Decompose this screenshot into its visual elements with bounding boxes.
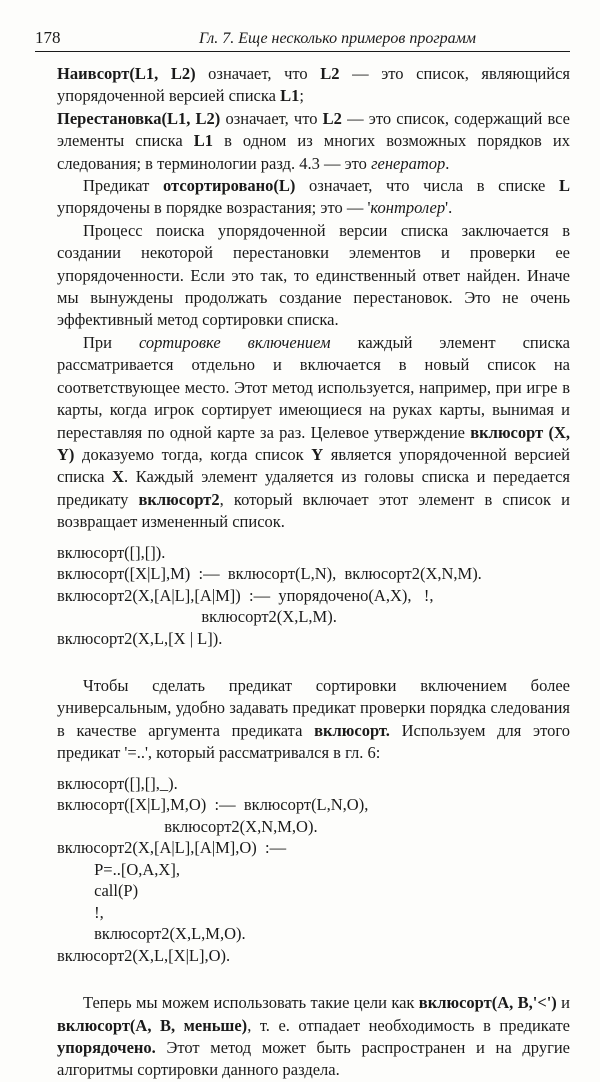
term-naivsort: Наивсорт(L1, L2) xyxy=(57,64,196,83)
code-line: вклюсорт2(X,[A|L],[A|M],O) :— xyxy=(57,838,287,858)
code-line: вклюсорт2(X,L,M). xyxy=(57,607,337,627)
page-header xyxy=(35,22,570,52)
code-line: !, xyxy=(57,902,104,922)
code-line: вклюсорт([X|L],M) :— вклюсорт(L,N), вклюсорт2(X,N,M). xyxy=(57,564,482,584)
paragraph-permutation: Перестановка(L1, L2) означает, что L2 — это список, содержащий все элементы списка L1 в одном из многих возможных порядков их следования; в терминологии разд. 4.3 — это генератор. xyxy=(57,108,570,173)
code-line: P=..[O,A,X], xyxy=(57,859,180,879)
code-line: вклюсорт2(X,L,[X | L]). xyxy=(57,628,223,648)
paragraph-conclusion: Теперь мы можем использовать такие цели как вклюсорт(А, В,'<') и вклюсорт(А, В, меньше), т. е. отпадает необходимость в предикате упорядочено. Этот метод может быть распространен и на другие алгоритмы сортировки данного раздела. xyxy=(57,993,570,1080)
page-number: 178 xyxy=(35,28,61,47)
code-line: вклюсорт2(X,[A|L],[A|M]) :— упорядочено(A,X), !, xyxy=(57,585,434,605)
code-line: вклюсорт2(X,N,M,O). xyxy=(57,816,318,836)
term-sorted: отсортировано(L) xyxy=(163,176,296,196)
code-block-universal-sort xyxy=(57,773,570,967)
term-permutation: Перестановка(L1, L2) xyxy=(57,108,221,128)
paragraph-naivsort: Наивсорт(L1, L2) означает, что L2 — это список, являющийся упорядоченной версией списка L1; xyxy=(57,64,571,106)
code-line: вклюсорт2(X,L,[X|L],O). xyxy=(57,945,231,965)
paragraph-sorted: Предикат отсортировано(L) означает, что числа в списке L упорядочены в порядке возрастания; это — 'контролер'. xyxy=(57,176,570,218)
running-head: Гл. 7. Еще несколько примеров программ xyxy=(198,30,477,47)
paragraph-search-process: Процесс поиска упорядоченной версии списка заключается в создании некоторой перестановки элементов и проверки ее упорядоченности. Если это так, то единственный ответ найден. Иначе мы вынуждены продолжать создание перестановок. Это не очень эффективный метод сортировки списка. xyxy=(57,220,570,330)
code-line: вклюсорт([],[],_). xyxy=(57,773,178,793)
paragraph-universal: Чтобы сделать предикат сортировки включением более универсальным, удобно задавать предикат проверки порядка следования в качестве аргумента предиката вклюсорт. Используем для этого предикат '=..', который рассматривался в гл. 6: xyxy=(57,676,570,763)
code-line: вклюсорт([X|L],M,O) :— вклюсорт(L,N,O), xyxy=(57,795,369,815)
code-line: вклюсорт2(X,L,M,O). xyxy=(57,924,246,944)
page-content xyxy=(57,63,570,1082)
code-line: вклюсорт([],[]). xyxy=(57,542,166,562)
paragraph-insertion-sort: При сортировке включением каждый элемент списка рассматривается отдельно и включается в новый список на соответствующее место. Этот метод используется, например, при игре в карты, когда игрок сортирует имеющиеся на руках карты, вынимая и переставляя по одной карте за раз. Целевое утверждение вклюсорт (X, Y) доказуемо тогда, когда список Y является упорядоченной версией списка X. Каждый элемент удаляется из головы списка и передается предикату вклюсорт2, который включает этот элемент в список и возвращает измененный список. xyxy=(57,332,571,532)
code-block-insertion-sort xyxy=(57,542,570,650)
code-line: call(P) xyxy=(57,881,139,901)
